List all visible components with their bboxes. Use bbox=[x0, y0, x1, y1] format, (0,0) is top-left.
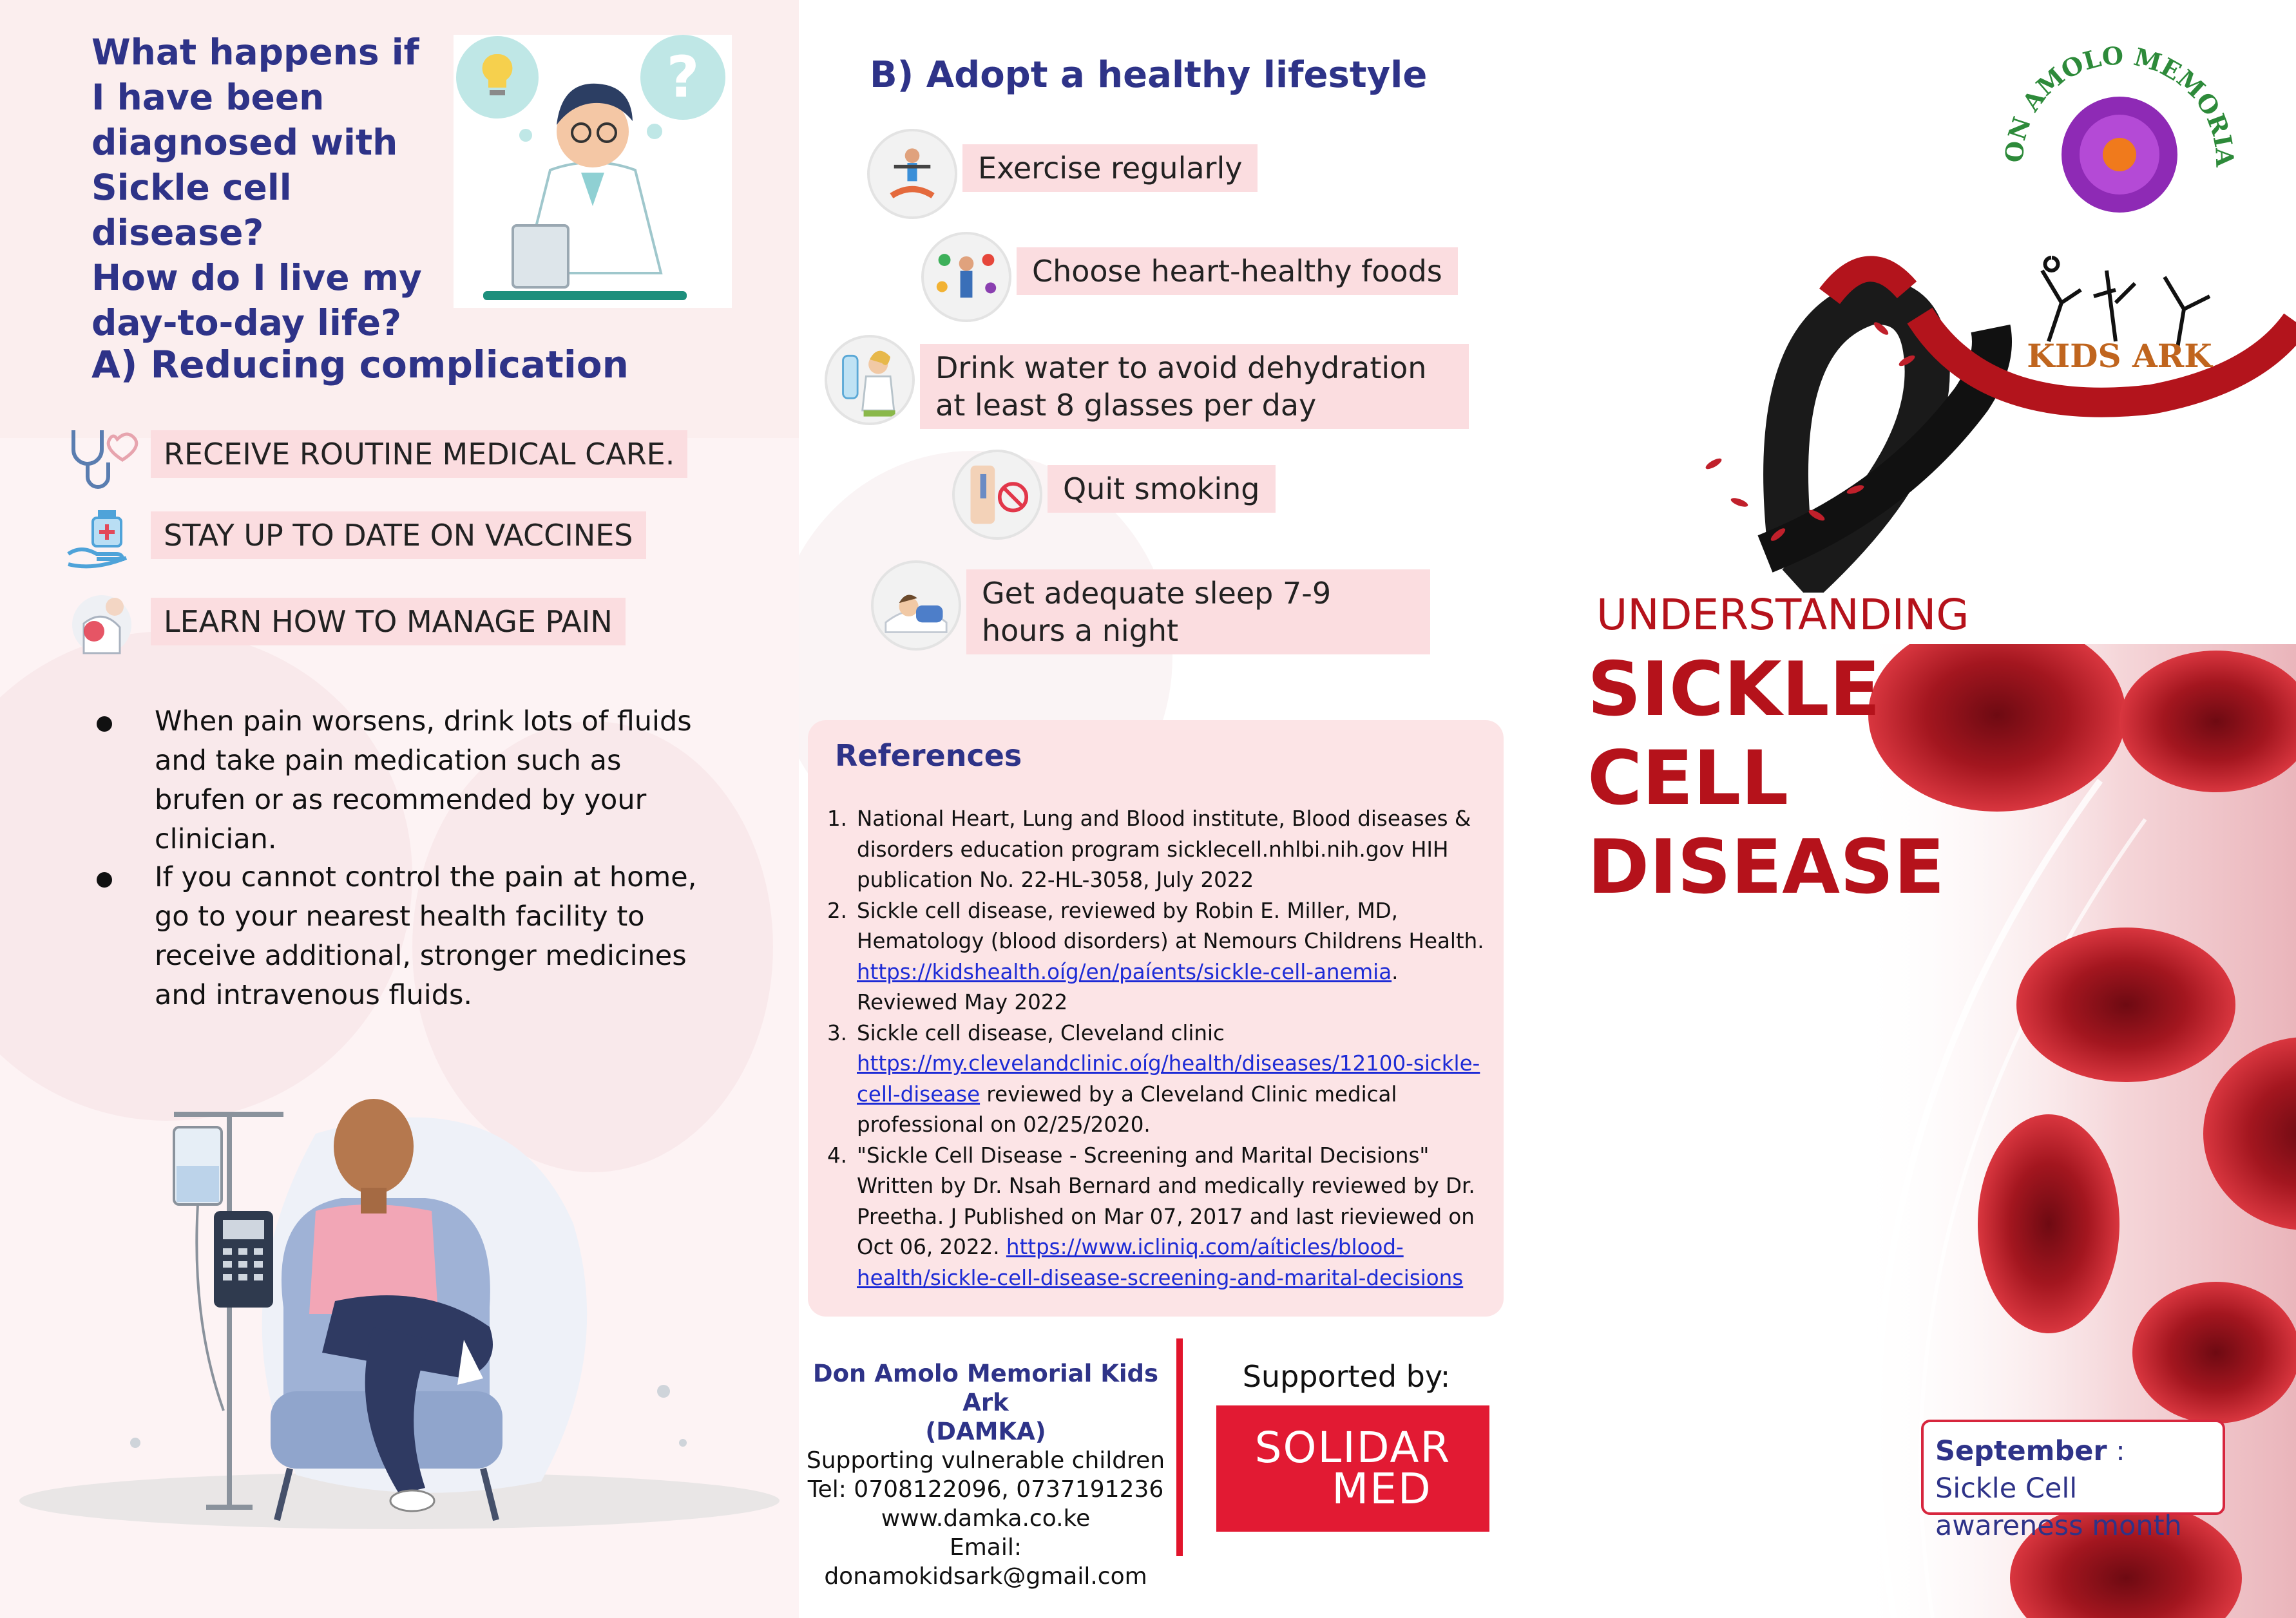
solidarmed-logo-text: SOLIDAR MED bbox=[1254, 1423, 1451, 1514]
org-tagline: Supporting vulnerable children bbox=[806, 1447, 1165, 1474]
awareness-month-text: : Sickle Cell awareness month bbox=[1935, 1435, 2182, 1542]
stethoscope-icon bbox=[64, 425, 140, 490]
bullet-dot bbox=[97, 716, 112, 732]
vaccine-hand-icon bbox=[64, 506, 140, 571]
org-acronym: (DAMKA) bbox=[925, 1418, 1046, 1445]
reference-item bbox=[827, 896, 1491, 1018]
care-item-label: STAY UP TO DATE ON VACCINES bbox=[151, 511, 646, 559]
flower-logo-icon bbox=[1997, 26, 2242, 374]
reference-text: Sickle cell disease, Cleveland clinic bbox=[857, 1020, 1225, 1045]
bullet-text: When pain worsens, drink lots of fluids and take pain medication such as brufen or as recommended by your clinician. bbox=[155, 705, 692, 855]
care-item-label: LEARN HOW TO MANAGE PAIN bbox=[151, 598, 626, 645]
sleep-icon bbox=[871, 560, 961, 651]
supported-by-label: Supported by: bbox=[1242, 1359, 1451, 1394]
damka-logo bbox=[1997, 26, 2242, 374]
svg-text:?: ? bbox=[666, 44, 700, 110]
main-title: SICKLE CELL DISEASE bbox=[1587, 646, 1945, 911]
healthy-food-icon bbox=[921, 232, 1011, 322]
reference-link[interactable]: https://kidshealth.oíg/en/paíents/sickle-cell-anemia bbox=[857, 959, 1392, 984]
question-heading: What happens if I have been diagnosed with Sickle cell disease? How do I live my day-to-day life? bbox=[91, 32, 422, 343]
awareness-month-name: September bbox=[1935, 1435, 2107, 1467]
water-bottle-icon bbox=[825, 335, 915, 425]
middle-panel bbox=[799, 0, 1520, 1618]
bullet-dot bbox=[97, 872, 112, 888]
bullet-text: If you cannot control the pain at home, go to your nearest health facility to receive additional, stronger medicines and intravenous fluids. bbox=[155, 861, 697, 1011]
lifestyle-item-label: Exercise regularly bbox=[962, 144, 1258, 192]
pain-body-icon bbox=[64, 593, 140, 657]
reference-text: National Heart, Lung and Blood institute, Blood diseases & disorders education program sicklecell.nhlbi.nih.gov HIH publication No. 22-HL-3058, July 2022 bbox=[857, 806, 1471, 892]
footer-divider bbox=[1176, 1338, 1183, 1556]
reference-number: 1. bbox=[827, 806, 848, 831]
lifestyle-item-label: Quit smoking bbox=[1048, 465, 1276, 513]
doctor-icon bbox=[454, 35, 732, 308]
svg-text:DON AMOLO MEMORIAL: ON AMOLO MEMORIA bbox=[1999, 41, 2240, 167]
reference-item bbox=[827, 1141, 1491, 1294]
reference-text-after: reviewed by a Cleveland Clinic medical professional on 02/25/2020. bbox=[857, 1081, 1397, 1137]
patient-iv-drip-illustration bbox=[13, 1056, 786, 1585]
lifestyle-item-label: Get adequate sleep 7-9 hours a night bbox=[966, 569, 1430, 654]
svg-text:KIDS ARK: KIDS ARK bbox=[2027, 337, 2212, 374]
care-item-label: RECEIVE ROUTINE MEDICAL CARE. bbox=[151, 430, 687, 478]
lifestyle-item-label: Drink water to avoid dehydration at least 8 glasses per day bbox=[920, 344, 1469, 429]
references-list bbox=[827, 804, 1491, 1293]
understanding-label: UNDERSTANDING bbox=[1596, 590, 1969, 640]
section-a-heading: A) Reducing complication bbox=[91, 343, 629, 386]
thinking-doctor-illustration bbox=[454, 35, 732, 308]
reference-link[interactable]: https://www.icliniq.com/aíticles/blood- health/sickle-cell-disease-screening-and-marital-decisions bbox=[857, 1235, 1464, 1290]
references-title: References bbox=[835, 738, 1022, 773]
org-website: www.damka.co.ke bbox=[881, 1505, 1091, 1532]
right-panel bbox=[1520, 0, 2296, 1618]
org-phone: Tel: 0708122096, 0737191236 bbox=[807, 1476, 1164, 1503]
section-b-heading: B) Adopt a healthy lifestyle bbox=[870, 54, 1428, 96]
org-name: Don Amolo Memorial Kids Ark bbox=[812, 1360, 1159, 1416]
organization-contact bbox=[799, 1359, 1172, 1591]
reference-text: "Sickle Cell Disease - Screening and Marital Decisions" Written by Dr. Nsah Bernard and medically reviewed by Dr. Preetha. J Published on Mar 07, 2017 and last rieviewed on Oct 06, 2022. bbox=[857, 1143, 1475, 1259]
org-email: Email: donamokidsark@gmail.com bbox=[824, 1534, 1147, 1590]
lifestyle-item-label: Choose heart-healthy foods bbox=[1017, 247, 1458, 295]
reference-number: 3. bbox=[827, 1020, 848, 1045]
reference-text-after: . Reviewed May 2022 bbox=[857, 959, 1399, 1014]
reference-link[interactable]: https://my.clevelandclinic.oíg/health/diseases/12100-sickle-cell-disease bbox=[857, 1051, 1480, 1107]
reference-number: 4. bbox=[827, 1143, 848, 1168]
no-smoking-icon bbox=[952, 450, 1042, 540]
solidarmed-logo bbox=[1216, 1405, 1489, 1532]
left-panel bbox=[0, 0, 799, 1618]
references-box bbox=[808, 720, 1504, 1317]
reference-number: 2. bbox=[827, 898, 848, 923]
reference-item bbox=[827, 804, 1491, 896]
reference-text: Sickle cell disease, reviewed by Robin E. Miller, MD, Hematology (blood disorders) at Nemours Childrens Health. bbox=[857, 898, 1484, 953]
awareness-month-badge bbox=[1921, 1420, 2225, 1542]
reference-item bbox=[827, 1018, 1491, 1141]
exercise-icon bbox=[867, 129, 957, 219]
